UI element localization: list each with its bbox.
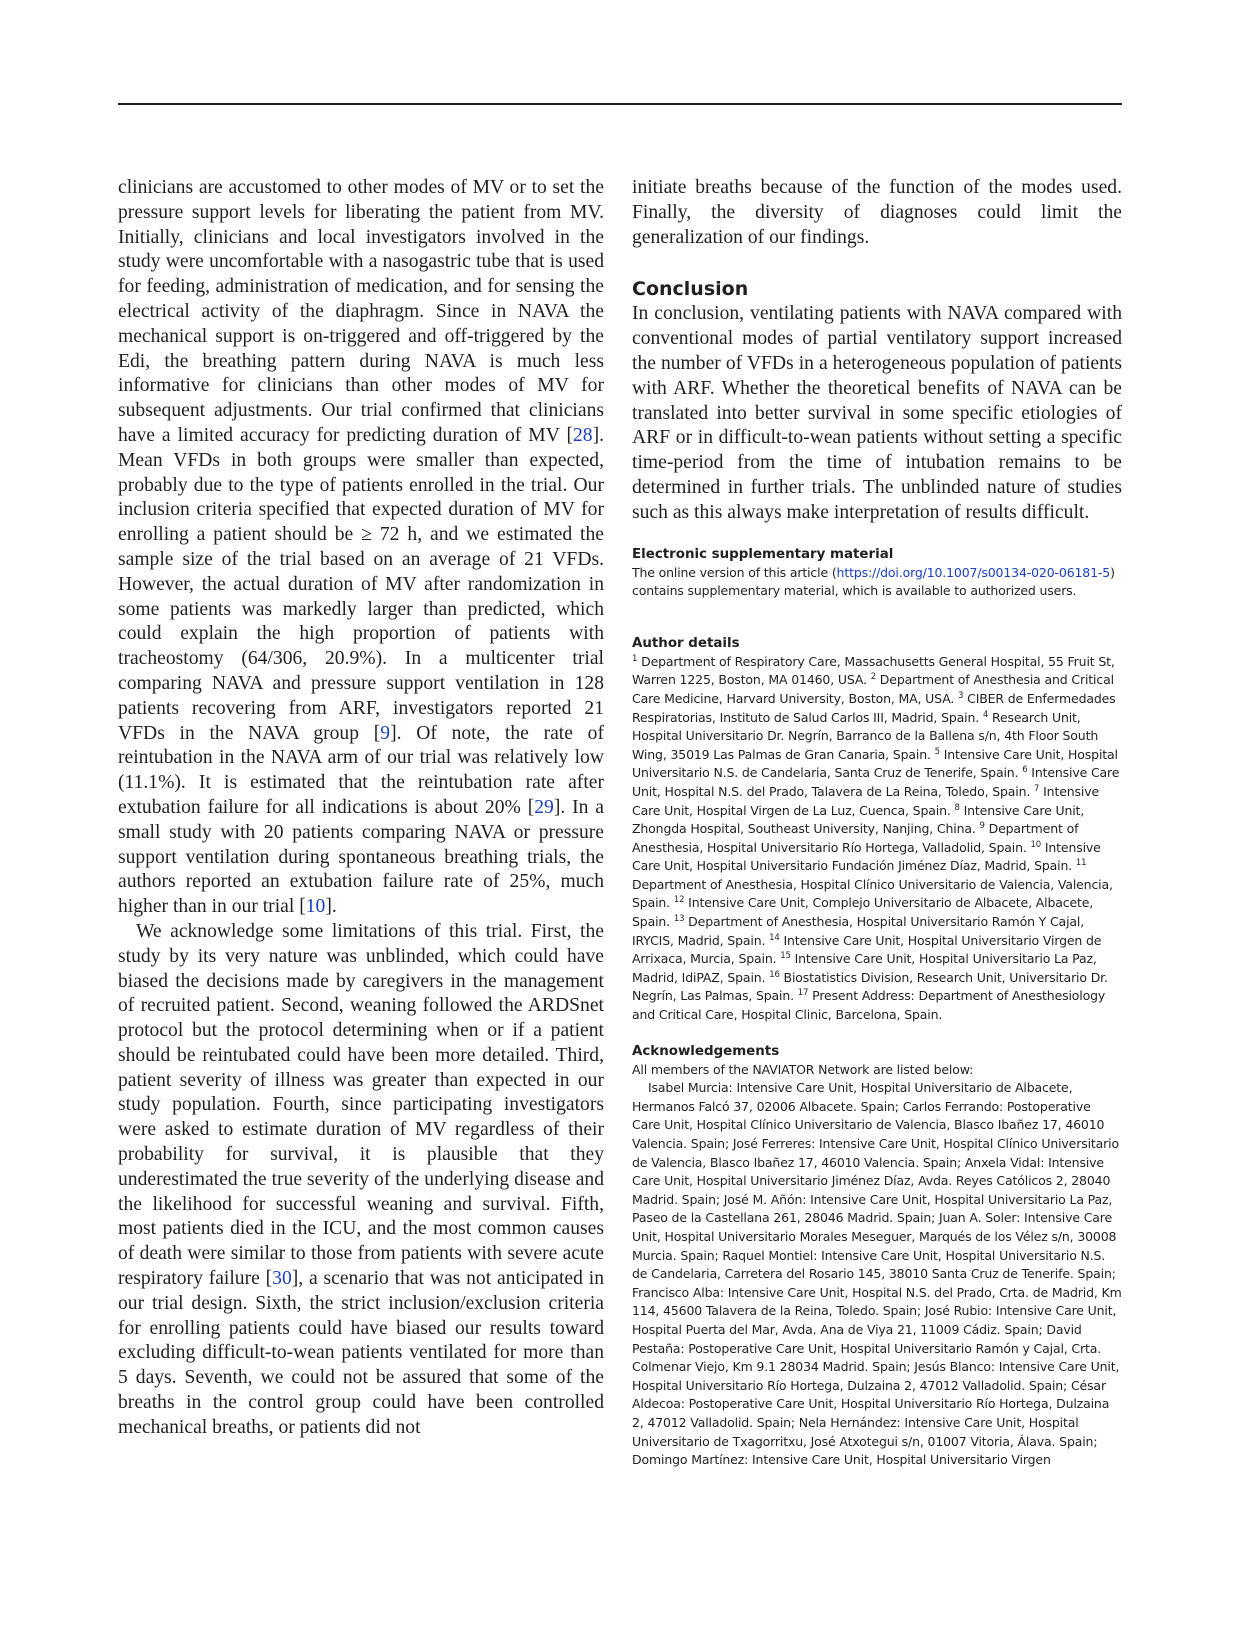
conclusion-paragraph: In conclusion, ventilating patients with NAVA compared with conventional modes of partial ventilatory support increased the number of VFDs in a heterogeneous population of patients with ARF. Whether the theoretical benefits of NAVA can be translated into better survival in some specific etiologies of ARF or in difficult-to-wean patients without setting a specific time-period from the time of intubation remains to be determined in further trials. The unblinded nature of studies such as this always make interpretation of results difficult. (632, 303, 1122, 523)
doi-link[interactable]: https://doi.org/10.1007/s00134-020-06181-5 (836, 564, 1111, 580)
affiliation-number: 8 (954, 802, 960, 813)
affiliation-number: 9 (979, 821, 985, 832)
continuation-paragraph: initiate breaths because of the function of the modes used. Finally, the diversity of diagnoses could limit the generalization of our findings. (632, 177, 1122, 248)
right-column (632, 176, 1122, 1470)
affiliation-text: Research Unit, Hospital Universitario Dr. Negrín, Barranco de la Ballena s/n, 4th Floor South Wing, 35019 Las Palmas de Gran Canaria, Spain. (632, 709, 1099, 762)
text-span: ]. (325, 896, 337, 918)
esm-heading: Electronic supplementary material (632, 546, 894, 562)
affiliation-number: 3 (958, 690, 964, 701)
citation-link[interactable]: 10 (305, 896, 326, 918)
affiliation-text: Intensive Care Unit, Hospital Universitario La Paz, Madrid, IdiPAZ, Spain. (632, 951, 1097, 985)
affiliation-text: Intensive Care Unit, Hospital Universitario Virgen de Arrixaca, Murcia, Spain. (632, 932, 1102, 967)
affiliation-number: 13 (673, 914, 685, 925)
affiliation-number: 4 (982, 709, 989, 720)
citation-link[interactable]: 9 (380, 722, 391, 744)
text-span: ]. Mean VFDs in both groups were smaller than expected, probably due to the type of patients enrolled in the trial. Our inclusion criteria specified that expected duration of MV for enrolling a patient should be ≥ 72 h, and we estimated the sample size of the trial based on an average of 21 VFDs. However, the actual duration of MV after randomization in some patients was markedly larger than predicted, which could explain the high proportion of patients with tracheostomy (64/306, 20.9%). In a multicenter trial comparing NAVA and pressure support ventilation in 128 patients recovering from ARF, investigators reported 21 VFDs in the NAVA group [ (118, 424, 604, 744)
affiliation-number: 1 (632, 653, 638, 664)
acknowledgements-paragraph: Isabel Murcia: Intensive Care Unit, Hospital Universitario de Albacete, Hermanos Falcó 37, 02006 Albacete. Spain; Carlos Ferrando: Postoperative Care Unit, Hospital Clínico Universitario de Valencia, Blasco Ibañez 17, 46010 Valencia. Spain; José Ferreres: Intensive Care Unit, Hospital Clínico Universitario de Valencia, Blasco Ibañez 17, 46010 Valencia. Spain; Anxela Vidal: Intensive Care Unit, Hospital Universitario Jiménez Díaz, Avda. Reyes Católicos 2, 28040 Madrid. Spain; José M. Añón: Intensive Care Unit, Hospital Universitario La Paz, Paseo de la Castellana 261, 28046 Madrid. Spain; Juan A. Soler: Intensive Care Unit, Hospital Universitario Morales Meseguer, Marqués de los Vélez s/n, 30008 Murcia. Spain; Raquel Montiel: Intensive Care Unit, Hospital Universitario N.S. de Candelaria, Carretera del Rosario 145, 38010 Santa Cruz de Tenerife. Spain; Francisco Alba: Intensive Care Unit, Hospital N.S. del Prado, Crta. de Madrid, Km 114, 45600 Talavera de la Reina, Toledo. Spain; José Rubio: Intensive Care Unit, Hospital Puerta del Mar, Avda. Ana de Viya 21, 11009 Cádiz. Spain; David Pestaña: Postoperative Care Unit, Hospital Universitario Ramón y Cajal, Crta. Colmenar Viejo, Km 9.1 28034 Madrid. Spain; Jesús Blanco: Intensive Care Unit, Hospital Universitario Río Hortega, Dulzaina 2, 47012 Valladolid. Spain; César Aldecoa: Postoperative Care Unit, Hospital Universitario Río Hortega, Dulzaina 2, 47012 Valladolid. Spain; Nela Hernández: Intensive Care Unit, Hospital Universitario de Txagorritxu, José Atxotegui s/n, 01007 Vitoria, Álava. Spain; Domingo Martínez: Intensive Care Unit, Hospital Universitario Virgen (632, 1080, 1122, 1468)
affiliation-number: 10 (1030, 839, 1042, 850)
author-details-paragraph (632, 653, 1122, 1025)
author-details-heading: Author details (632, 635, 740, 651)
limitations-paragraph (118, 920, 604, 1441)
citation-link[interactable]: 28 (572, 424, 593, 446)
text-span: ]. Of note, the rate of reintubation in the NAVA arm of our trial was relatively low (11.1%). It is estimated that the reintubation rate after extubation failure for all indications is about 20% [ (118, 722, 604, 818)
affiliation-number: 12 (673, 895, 685, 906)
text-span: clinicians are accustomed to other modes of MV or to set the pressure support levels for liberating the patient from MV. Initially, clinicians and local investigators involved in the study were uncomfortable with a nasogastric tube that is used for feeding, administration of medication, and for sensing the electrical activity of the diaphragm. Since in NAVA the mechanical support is on-triggered and off-triggered by the Edi, the breathing pattern during NAVA is much less informative for clinicians than other modes of MV for subsequent adjustments. Our trial confirmed that clinicians have a limited accuracy for predicting duration of MV [ (118, 177, 604, 446)
header-rule (118, 103, 1122, 105)
affiliation-number: 5 (934, 746, 940, 757)
affiliation-text: Biostatistics Division, Research Unit, Universitario Dr. Negrín, Las Palmas, Spain. (632, 969, 1108, 1004)
text-span: ]. In a small study with 20 patients comparing NAVA or pressure support ventilation during spontaneous breathing trials, the authors reported an extubation failure rate of 25%, much higher than in our trial [ (118, 796, 604, 918)
affiliation-number: 7 (1034, 783, 1040, 794)
citation-link[interactable]: 30 (272, 1268, 292, 1290)
affiliation-number: 17 (797, 988, 809, 999)
citation-link[interactable]: 29 (534, 796, 554, 818)
affiliation-number: 15 (780, 951, 791, 962)
affiliation-text: Intensive Care Unit, Hospital Virgen de La Luz, Cuenca, Spain. (632, 783, 1099, 818)
affiliation-text: Department of Anesthesia and Critical Care Medicine, Harvard University, Boston, MA, USA. (632, 672, 1114, 706)
affiliation-text: Department of Respiratory Care, Massachusetts General Hospital, 55 Fruit St, Warren 1225, Boston, MA 01460, USA. (632, 653, 1115, 688)
discussion-paragraph-1 (118, 176, 604, 920)
affiliation-text: Intensive Care Unit, Hospital Universitario N.S. de Candelaria, Santa Cruz de Tenerife, Spain. (632, 746, 1118, 781)
affiliation-text: Department of Anesthesia, Hospital Clínico Universitario de Valencia, Valencia, Spain. (632, 876, 1113, 911)
esm-paragraph (632, 564, 1122, 601)
affiliation-number: 11 (1075, 858, 1087, 869)
affiliation-text: Department of Anesthesia, Hospital Universitario Río Hortega, Valladolid, Spain. (632, 821, 1079, 855)
affiliation-text: Intensive Care Unit, Hospital Universitario Fundación Jiménez Díaz, Madrid, Spain. (632, 839, 1101, 874)
affiliation-number: 14 (769, 932, 780, 943)
affiliation-text: Intensive Care Unit, Zhongda Hospital, Southeast University, Nanjing, China. (632, 802, 1085, 837)
affiliation-text: Department of Anesthesia, Hospital Universitario Ramón Y Cajal, IRYCIS, Madrid, Spain. (632, 914, 1085, 948)
affiliation-number: 6 (1022, 765, 1028, 776)
text-span: ], a scenario that was not anticipated in our trial design. Sixth, the strict inclusion/exclusion criteria for enrolling patients could have biased our results toward excluding difficult-to-wean patients ventilated for more than 5 days. Seventh, we could not be assured that some of the breaths in the control group could have been controlled mechanical breaths, or patients did not (118, 1268, 604, 1438)
affiliation-number: 16 (769, 969, 780, 980)
text-span: ) contains supplementary material, which is available to authorized users. (632, 564, 1115, 599)
affiliation-text: Intensive Care Unit, Complejo Universitario de Albacete, Albacete, Spain. (632, 895, 1094, 930)
left-column (118, 176, 604, 1441)
text-span: We acknowledge some limitations of this trial. First, the study by its very nature was unblinded, which could have biased the decisions made by caregivers in the management of recruited patient. Second, weaning followed the ARDSnet protocol but the protocol determining when or if a patient should be reintubated could have been more detailed. Third, patient severity of illness was greater than expected in our study population. Fourth, since participating investigators were asked to estimate duration of MV regardless of their probability for survival, it is plausible that they underestimated the true severity of the underlying disease and the likelihood for successful weaning and survival. Fifth, most patients died in the ICU, and the most common causes of death were similar to those from patients with severe acute respiratory failure [ (118, 920, 604, 1290)
acknowledgements-intro: All members of the NAVIATOR Network are listed below: (632, 1061, 974, 1077)
text-span: The online version of this article ( (632, 564, 837, 580)
conclusion-heading: Conclusion (632, 278, 749, 301)
affiliation-text: Intensive Care Unit, Hospital N.S. del Prado, Talavera de La Reina, Toledo, Spain. (632, 765, 1120, 799)
affiliation-text: CIBER de Enfermedades Respiratorias, Instituto de Salud Carlos III, Madrid, Spain. (632, 690, 1116, 725)
affiliation-text: Present Address: Department of Anesthesiology and Critical Care, Hospital Clinic, Barcelona, Spain. (632, 988, 1106, 1023)
acknowledgements-heading: Acknowledgements (632, 1043, 780, 1059)
affiliation-number: 2 (870, 672, 876, 683)
